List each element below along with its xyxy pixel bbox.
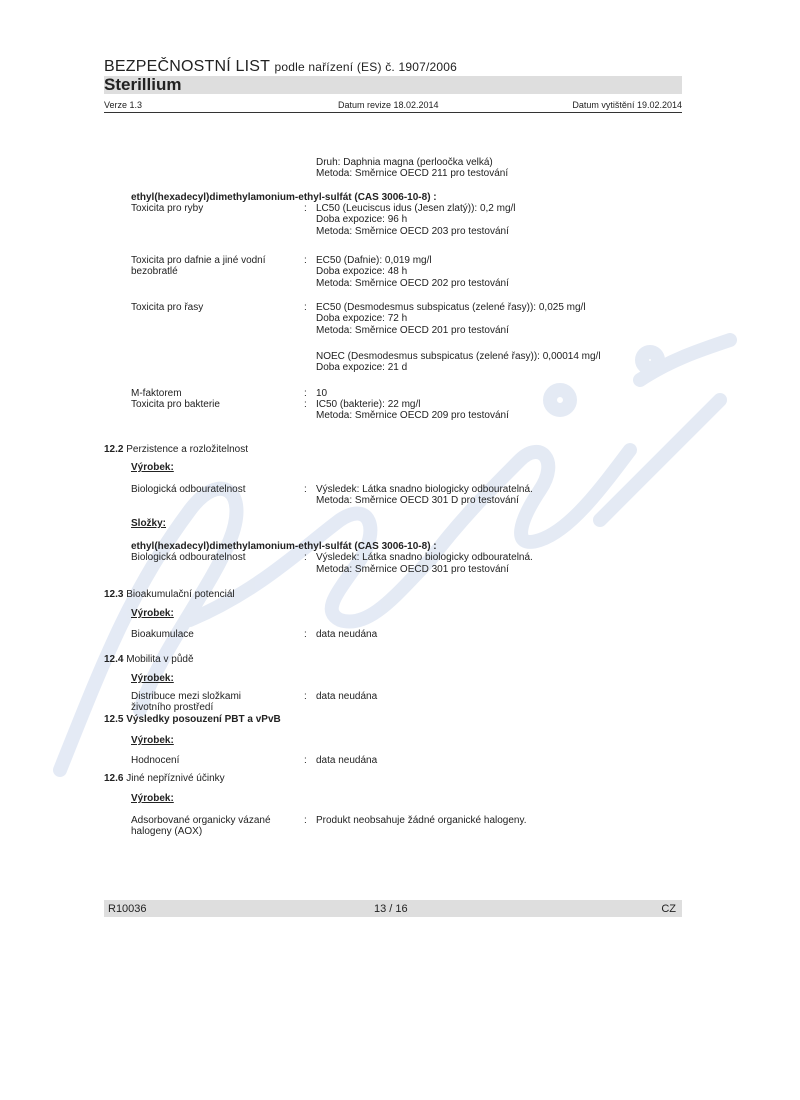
section-number: 12.4 xyxy=(104,654,124,665)
section-number: 12.3 xyxy=(104,589,124,600)
document-code: R10036 xyxy=(108,903,147,915)
row-value: Metoda: Směrnice OECD 301 pro testování xyxy=(316,564,509,575)
row-value: NOEC (Desmodesmus subspicatus (zelené řasy)): 0,00014 mg/l xyxy=(316,351,601,362)
section-heading-12-2 xyxy=(104,444,248,455)
colon-separator: : xyxy=(304,755,307,766)
document-title xyxy=(104,58,457,76)
section-title: Jiné nepříznivé účinky xyxy=(126,773,225,784)
row-value: data neudána xyxy=(316,629,378,640)
row-value: 10 xyxy=(316,388,328,399)
row-value: Metoda: Směrnice OECD 301 D pro testování xyxy=(316,495,519,506)
row-label: halogeny (AOX) xyxy=(131,826,203,837)
row-value: EC50 (Dafnie): 0,019 mg/l xyxy=(316,255,432,266)
footer-band xyxy=(104,900,682,917)
row-value: LC50 (Leuciscus idus (Jesen zlatý)): 0,2 mg/l xyxy=(316,203,516,214)
product-label: Výrobek: xyxy=(131,673,174,684)
section-heading-12-6 xyxy=(104,773,225,784)
component-name: ethyl(hexadecyl)dimethylamonium-ethyl-sulfát (CAS 3006-10-8) : xyxy=(131,541,437,552)
row-label: Hodnocení xyxy=(131,755,180,766)
row-label: M-faktorem xyxy=(131,388,182,399)
row-value: data neudána xyxy=(316,755,378,766)
country-code: CZ xyxy=(661,903,676,915)
product-label: Výrobek: xyxy=(131,793,174,804)
row-label: Toxicita pro řasy xyxy=(131,302,204,313)
section-number: 12.6 xyxy=(104,773,124,784)
version-label: Verze 1.3 xyxy=(104,100,143,110)
section-heading-12-3 xyxy=(104,589,235,600)
product-name: Sterillium xyxy=(104,75,182,94)
header-meta-row xyxy=(104,99,682,113)
row-label: Distribuce mezi složkami xyxy=(131,691,242,702)
revision-date: Datum revize 18.02.2014 xyxy=(338,100,439,110)
row-label: životního prostředí xyxy=(131,702,214,713)
document-title-main: BEZPEČNOSTNÍ LIST xyxy=(104,58,270,75)
document-title-regulation: podle nařízení (ES) č. 1907/2006 xyxy=(274,60,457,74)
row-value: Metoda: Směrnice OECD 201 pro testování xyxy=(316,325,509,336)
method-line: Metoda: Směrnice OECD 211 pro testování xyxy=(316,168,509,179)
header-band xyxy=(104,76,682,94)
section-title: Mobilita v půdě xyxy=(126,654,194,665)
section-title: Výsledky posouzení PBT a vPvB xyxy=(126,714,281,725)
row-value: Doba expozice: 48 h xyxy=(316,266,408,277)
species-line: Druh: Daphnia magna (perloočka velká) xyxy=(316,157,493,168)
row-label: Toxicita pro dafnie a jiné vodní xyxy=(131,255,266,266)
colon-separator: : xyxy=(304,203,307,214)
row-label: Adsorbované organicky vázané xyxy=(131,815,271,826)
row-label: bezobratlé xyxy=(131,266,178,277)
colon-separator: : xyxy=(304,552,307,563)
section-number: 12.2 xyxy=(104,444,124,455)
components-label: Složky: xyxy=(131,518,167,529)
row-value: Metoda: Směrnice OECD 209 pro testování xyxy=(316,410,509,421)
row-value: EC50 (Desmodesmus subspicatus (zelené řasy)): 0,025 mg/l xyxy=(316,302,586,313)
colon-separator: : xyxy=(304,815,307,826)
row-value: Doba expozice: 21 d xyxy=(316,362,408,373)
section-title: Perzistence a rozložitelnost xyxy=(126,444,248,455)
row-value: Produkt neobsahuje žádné organické halogeny. xyxy=(316,815,527,826)
section-heading-12-4 xyxy=(104,654,194,665)
colon-separator: : xyxy=(304,302,307,313)
row-label: Toxicita pro ryby xyxy=(131,203,204,214)
print-date: Datum vytištění 19.02.2014 xyxy=(572,100,682,110)
colon-separator: : xyxy=(304,484,307,495)
row-value: data neudána xyxy=(316,691,378,702)
row-label: Toxicita pro bakterie xyxy=(131,399,220,410)
row-label: Biologická odbouratelnost xyxy=(131,552,246,563)
row-value: IC50 (bakterie): 22 mg/l xyxy=(316,399,421,410)
section-number: 12.5 xyxy=(104,714,124,725)
product-label: Výrobek: xyxy=(131,608,174,619)
colon-separator: : xyxy=(304,629,307,640)
row-value: Doba expozice: 96 h xyxy=(316,214,408,225)
component-name: ethyl(hexadecyl)dimethylamonium-ethyl-sulfát (CAS 3006-10-8) : xyxy=(131,192,437,203)
row-value: Výsledek: Látka snadno biologicky odbouratelná. xyxy=(316,552,533,563)
colon-separator: : xyxy=(304,399,307,410)
product-label: Výrobek: xyxy=(131,735,174,746)
colon-separator: : xyxy=(304,388,307,399)
product-label: Výrobek: xyxy=(131,462,174,473)
page-number: 13 / 16 xyxy=(374,903,408,915)
colon-separator: : xyxy=(304,691,307,702)
row-value: Doba expozice: 72 h xyxy=(316,313,408,324)
colon-separator: : xyxy=(304,255,307,266)
section-heading-12-5 xyxy=(104,714,281,725)
row-value: Výsledek: Látka snadno biologicky odbouratelná. xyxy=(316,484,533,495)
row-label: Biologická odbouratelnost xyxy=(131,484,246,495)
section-title: Bioakumulační potenciál xyxy=(126,589,235,600)
row-label: Bioakumulace xyxy=(131,629,194,640)
row-value: Metoda: Směrnice OECD 203 pro testování xyxy=(316,226,509,237)
row-value: Metoda: Směrnice OECD 202 pro testování xyxy=(316,278,509,289)
